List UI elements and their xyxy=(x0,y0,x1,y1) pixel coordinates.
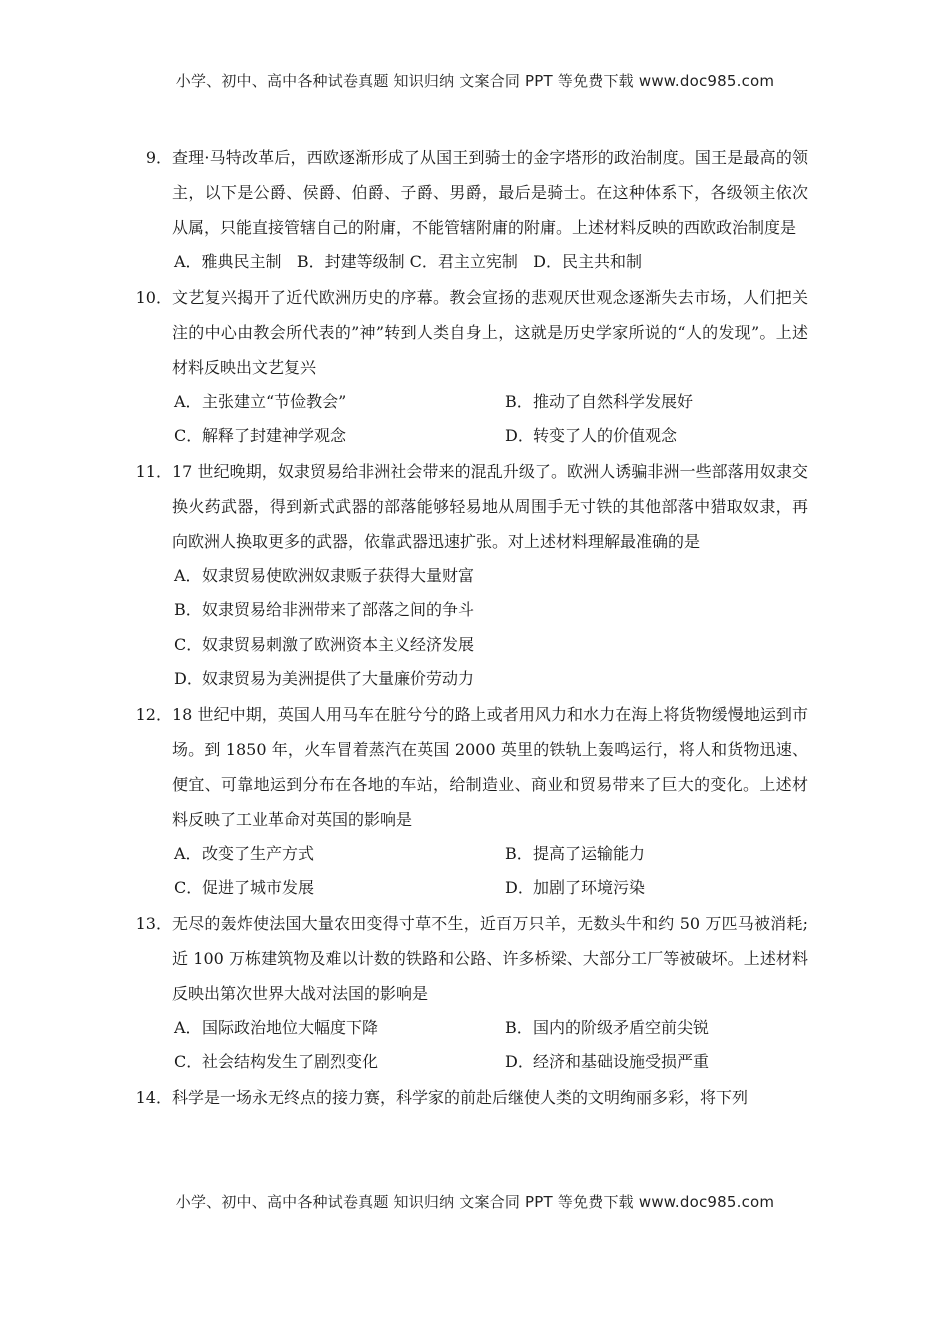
options-row xyxy=(0,662,950,697)
question-stem: 科学是一场永无终点的接力赛，科学家的前赴后继使人类的文明绚丽多彩，将下列 xyxy=(172,1087,749,1107)
options-row xyxy=(0,245,950,280)
option-c: C．奴隶贸易刺激了欧洲资本主义经济发展 xyxy=(174,634,475,654)
option-a: A．改变了生产方式 xyxy=(174,843,315,863)
options-row xyxy=(0,385,950,420)
header-banner: 小学、初中、高中各种试卷真题 知识归纳 文案合同 PPT 等免费下载 www.doc985.com xyxy=(175,72,775,90)
question-14 xyxy=(0,1080,950,1115)
options-row xyxy=(0,1011,950,1046)
option-b: B．推动了自然科学发展好 xyxy=(505,391,694,411)
option-a: A．主张建立“节俭教会” xyxy=(174,391,347,411)
question-stem: 18 世纪中期，英国人用马车在脏兮兮的路上或者用风力和水力在海上将货物缓慢地运到市场。到 1850 年，火车冒着蒸汽在英国 2000 英里的铁轨上轰鸣运行，将人和货物迅速、便宜、可靠地运到分布在各地的车站，给制造业、商业和贸易带来了巨大的变化。上述材料反映了工业革命对英国的影响是 xyxy=(172,704,808,829)
option-c: C．促进了城市发展 xyxy=(174,878,315,897)
option-d: D．经济和基础设施受损严重 xyxy=(505,1052,710,1071)
footer-banner: 小学、初中、高中各种试卷真题 知识归纳 文案合同 PPT 等免费下载 www.doc985.com xyxy=(175,1193,775,1211)
question-stem: 无尽的轰炸使法国大量农田变得寸草不生，近百万只羊，无数头牛和约 50 万匹马被消耗;近 100 万栋建筑物及难以计数的铁路和公路、许多桥梁、大部分工厂等被破坏。上述材料反映出第次世界大战对法国的影响是 xyxy=(172,913,808,1003)
question-11 xyxy=(0,454,950,559)
options-row xyxy=(0,593,950,628)
options-row xyxy=(0,1045,950,1080)
question-stem: 查理·马特改革后，西欧逐渐形成了从国王到骑士的金字塔形的政治制度。国王是最高的领主，以下是公爵、侯爵、伯爵、子爵、男爵，最后是骑士。在这种体系下，各级领主依次从属，只能直接管辖自己的附庸，不能管辖附庸的附庸。上述材料反映的西欧政治制度是 xyxy=(172,148,808,237)
question-stem: 17 世纪晚期，奴隶贸易给非洲社会带来的混乱升级了。欧洲人诱骗非洲一些部落用奴隶交换火药武器，得到新式武器的部落能够轻易地从周围手无寸铁的其他部落中猎取奴隶，再向欧洲人换取更多的武器，依靠武器迅速扩张。对上述材料理解最准确的是 xyxy=(172,461,808,551)
option-c: C．解释了封建神学观念 xyxy=(174,426,347,445)
option-b: B．国内的阶级矛盾空前尖锐 xyxy=(505,1017,710,1037)
option-c: C．社会结构发生了剧烈变化 xyxy=(174,1052,379,1071)
options-inline: A．雅典民主制 B．封建等级制 C．君主立宪制 D．民主共和制 xyxy=(174,252,642,271)
option-b: B．提高了运输能力 xyxy=(505,843,646,863)
question-number: 14． xyxy=(135,1087,172,1107)
option-d: D．加剧了环境污染 xyxy=(505,878,646,897)
question-number: 10． xyxy=(135,287,172,307)
option-d: D．奴隶贸易为美洲提供了大量廉价劳动力 xyxy=(174,669,475,688)
question-13 xyxy=(0,906,950,1011)
question-number: 12． xyxy=(135,704,172,724)
options-row xyxy=(0,837,950,872)
question-12 xyxy=(0,697,950,837)
options-row xyxy=(0,559,950,594)
option-d: D．转变了人的价值观念 xyxy=(505,426,678,445)
options-row xyxy=(0,871,950,906)
question-10 xyxy=(0,280,950,385)
option-a: A．奴隶贸易使欧洲奴隶贩子获得大量财富 xyxy=(174,565,475,585)
question-stem: 文艺复兴揭开了近代欧洲历史的序幕。教会宣扬的悲观厌世观念逐渐失去市场，人们把关注的中心由教会所代表的”神”转到人类自身上，这就是历史学家所说的“人的发现”。上述材料反映出文艺复兴 xyxy=(172,287,808,377)
question-list xyxy=(0,140,950,1115)
option-a: A．国际政治地位大幅度下降 xyxy=(174,1017,379,1037)
question-number: 9． xyxy=(145,148,172,167)
question-number: 13． xyxy=(135,913,172,933)
options-row xyxy=(0,419,950,454)
options-row xyxy=(0,628,950,663)
option-b: B．奴隶贸易给非洲带来了部落之间的争斗 xyxy=(174,600,475,619)
question-9 xyxy=(0,140,950,245)
question-number: 11． xyxy=(135,461,172,481)
